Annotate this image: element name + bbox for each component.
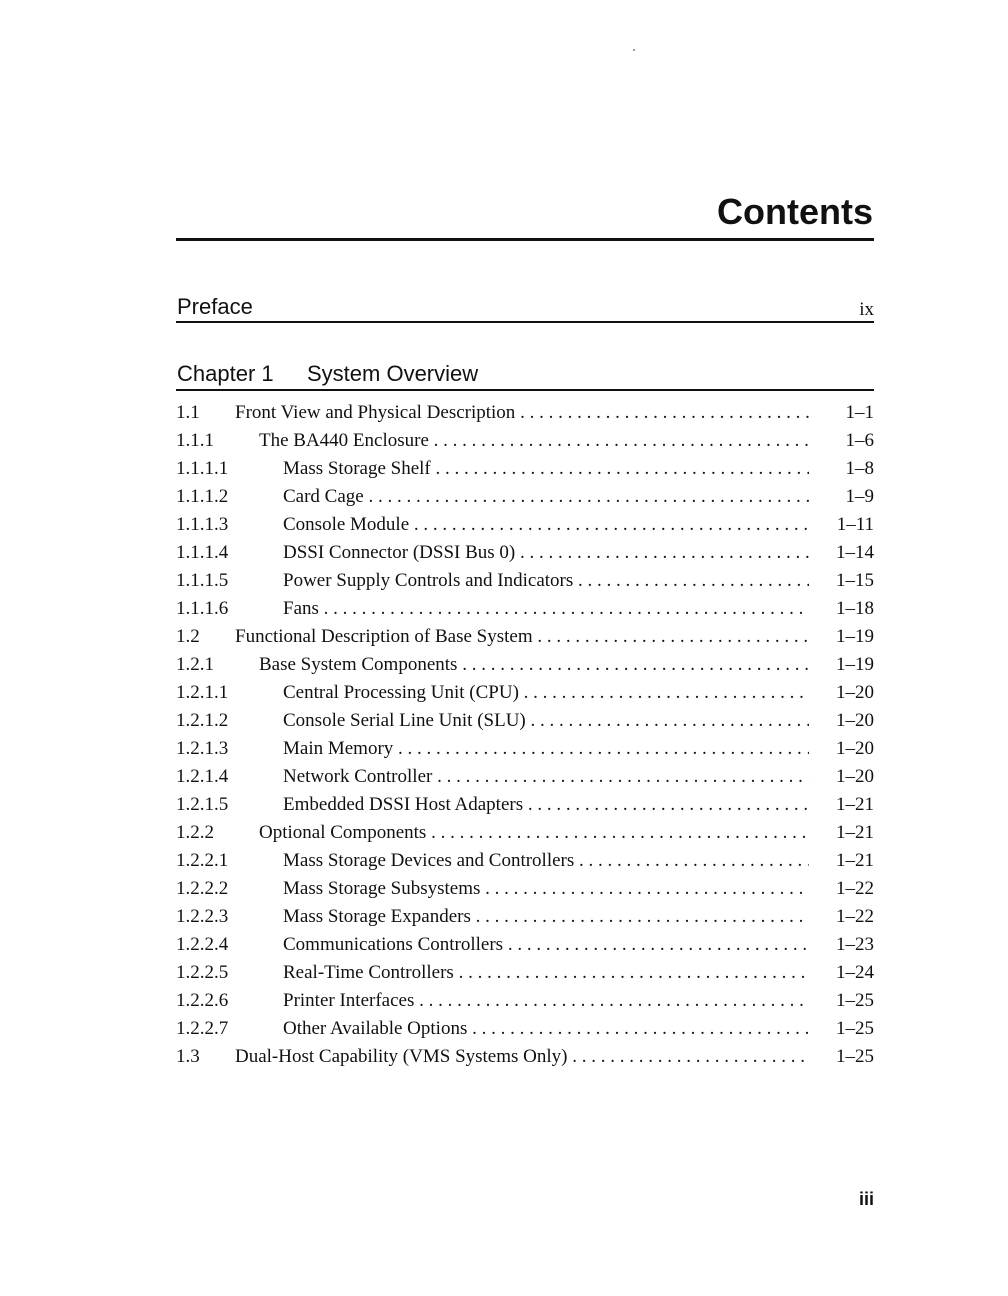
toc-entry[interactable] xyxy=(176,1015,874,1043)
toc-entry-title: Communications Controllers . . . xyxy=(283,931,809,959)
toc-entry-number: 1.2.2.7 xyxy=(176,1018,229,1039)
toc-entry-page: 1–23 xyxy=(836,934,874,955)
toc-entry-number: 1.2.1 xyxy=(176,654,214,675)
toc-entry-title: DSSI Connector (DSSI Bus 0) . . . xyxy=(283,539,809,567)
preface-title[interactable]: Preface xyxy=(177,294,253,319)
toc-entry-number: 1.2.2 xyxy=(176,822,214,843)
toc-entry-title: The BA440 Enclosure . . . xyxy=(259,427,809,455)
toc-entry-title: Embedded DSSI Host Adapters . . . xyxy=(283,791,809,819)
toc-entry-number: 1.1.1.2 xyxy=(176,486,229,507)
toc-entry-number: 1.2.2.4 xyxy=(176,934,229,955)
chapter-title: System Overview xyxy=(307,361,479,386)
toc-entry-title: Optional Components . . . xyxy=(259,819,809,847)
toc-entry-page: 1–1 xyxy=(845,402,874,423)
toc-entry-page: 1–21 xyxy=(836,822,874,843)
page-title: Contents xyxy=(717,191,873,232)
toc-entry-number: 1.2.2.2 xyxy=(176,878,229,899)
toc-entry-title: Fans . . . xyxy=(283,595,809,623)
toc-entry[interactable] xyxy=(176,651,874,679)
toc-entry[interactable] xyxy=(176,539,874,567)
toc-entry-title: Network Controller . . . xyxy=(283,763,809,791)
toc-entry-page: 1–25 xyxy=(836,990,874,1011)
toc-entry-page: 1–11 xyxy=(836,514,874,535)
toc-entry[interactable] xyxy=(176,455,874,483)
toc-entry[interactable] xyxy=(176,791,874,819)
toc-entry[interactable] xyxy=(176,595,874,623)
toc-entry-page: 1–14 xyxy=(836,542,874,563)
toc-entry-page: 1–20 xyxy=(836,738,874,759)
toc-entry-title: Printer Interfaces . . . xyxy=(283,987,809,1015)
toc-entry[interactable] xyxy=(176,1043,874,1071)
toc-entry-number: 1.2 xyxy=(176,626,200,647)
toc-entry-page: 1–9 xyxy=(845,486,874,507)
toc-entry[interactable] xyxy=(176,987,874,1015)
toc-entry-number: 1.1.1 xyxy=(176,430,214,451)
scan-speck xyxy=(633,49,635,51)
toc-entry-title: Main Memory . . . xyxy=(283,735,809,763)
chapter-heading[interactable] xyxy=(177,361,478,387)
toc-entry-number: 1.1.1.5 xyxy=(176,570,229,591)
toc-entry-title: Mass Storage Shelf . . . xyxy=(283,455,809,483)
toc-entry[interactable] xyxy=(176,427,874,455)
toc-entry[interactable] xyxy=(176,735,874,763)
toc-entry-title: Other Available Options . . . xyxy=(283,1015,809,1043)
toc-entry-page: 1–22 xyxy=(836,906,874,927)
toc-entry-page: 1–24 xyxy=(836,962,874,983)
toc-entry-page: 1–8 xyxy=(845,458,874,479)
toc-entry[interactable] xyxy=(176,959,874,987)
toc-entry-page: 1–25 xyxy=(836,1018,874,1039)
toc-entry-number: 1.1.1.3 xyxy=(176,514,229,535)
toc-entry-page: 1–19 xyxy=(836,654,874,675)
toc-entry-page: 1–22 xyxy=(836,878,874,899)
toc-entry[interactable] xyxy=(176,679,874,707)
toc-entry-number: 1.1.1.4 xyxy=(176,542,229,563)
toc-entry[interactable] xyxy=(176,931,874,959)
toc-entry-page: 1–21 xyxy=(836,850,874,871)
toc-entry[interactable] xyxy=(176,483,874,511)
toc-entry-page: 1–20 xyxy=(836,710,874,731)
toc-entry[interactable] xyxy=(176,819,874,847)
toc-entry-number: 1.1.1.1 xyxy=(176,458,229,479)
toc-entry-title: Mass Storage Expanders . . . xyxy=(283,903,809,931)
toc-entry-title: Mass Storage Subsystems . . . xyxy=(283,875,809,903)
toc-entry-number: 1.2.1.4 xyxy=(176,766,229,787)
toc-entry-title: Card Cage . . . xyxy=(283,483,809,511)
toc-entry-title: Console Serial Line Unit (SLU) . . . xyxy=(283,707,809,735)
toc-entry-number: 1.2.1.2 xyxy=(176,710,229,731)
toc-entry-number: 1.3 xyxy=(176,1046,200,1067)
toc-entry-title: Mass Storage Devices and Controllers . . . xyxy=(283,847,809,875)
preface-rule xyxy=(176,321,874,323)
toc-entry-title: Central Processing Unit (CPU) . . . xyxy=(283,679,809,707)
toc-entry-page: 1–19 xyxy=(836,626,874,647)
toc-entry-title: Real-Time Controllers . . . xyxy=(283,959,809,987)
toc-entry[interactable] xyxy=(176,623,874,651)
toc-entry-number: 1.1.1.6 xyxy=(176,598,229,619)
toc-entry-number: 1.2.1.5 xyxy=(176,794,229,815)
toc-entry-page: 1–21 xyxy=(836,794,874,815)
toc-entry[interactable] xyxy=(176,511,874,539)
toc-entry[interactable] xyxy=(176,567,874,595)
toc-entry-number: 1.2.2.5 xyxy=(176,962,229,983)
toc-entry-number: 1.2.2.3 xyxy=(176,906,229,927)
toc-entry-number: 1.2.2.6 xyxy=(176,990,229,1011)
title-rule xyxy=(176,238,874,241)
toc-entry[interactable] xyxy=(176,875,874,903)
toc-entry-title: Base System Components . . . xyxy=(259,651,809,679)
chapter-rule xyxy=(176,389,874,391)
toc-entry[interactable] xyxy=(176,903,874,931)
toc-entry-page: 1–15 xyxy=(836,570,874,591)
toc-entry[interactable] xyxy=(176,847,874,875)
toc-entry-number: 1.2.2.1 xyxy=(176,850,229,871)
toc-entry-page: 1–25 xyxy=(836,1046,874,1067)
toc-entry-title: Dual-Host Capability (VMS Systems Only) . . . xyxy=(235,1043,809,1071)
preface-page-number: ix xyxy=(859,299,874,320)
toc-entry-page: 1–6 xyxy=(845,430,874,451)
toc-entry-page: 1–20 xyxy=(836,766,874,787)
toc-entry-number: 1.2.1.1 xyxy=(176,682,229,703)
toc-entry[interactable] xyxy=(176,763,874,791)
toc-entry-title: Power Supply Controls and Indicators . . . xyxy=(283,567,809,595)
toc-entry-title: Console Module . . . xyxy=(283,511,809,539)
page-number: iii xyxy=(858,1189,874,1209)
toc-entry-number: 1.1 xyxy=(176,402,200,423)
toc-entry-title: Functional Description of Base System . . . xyxy=(235,623,809,651)
toc-entry-title: Front View and Physical Description . . . xyxy=(235,399,809,427)
toc-entry[interactable] xyxy=(176,707,874,735)
chapter-label: Chapter 1 xyxy=(177,361,274,386)
toc-entry-page: 1–18 xyxy=(836,598,874,619)
toc-list xyxy=(176,399,874,1071)
toc-entry-number: 1.2.1.3 xyxy=(176,738,229,759)
toc-entry[interactable] xyxy=(176,399,874,427)
toc-entry-page: 1–20 xyxy=(836,682,874,703)
